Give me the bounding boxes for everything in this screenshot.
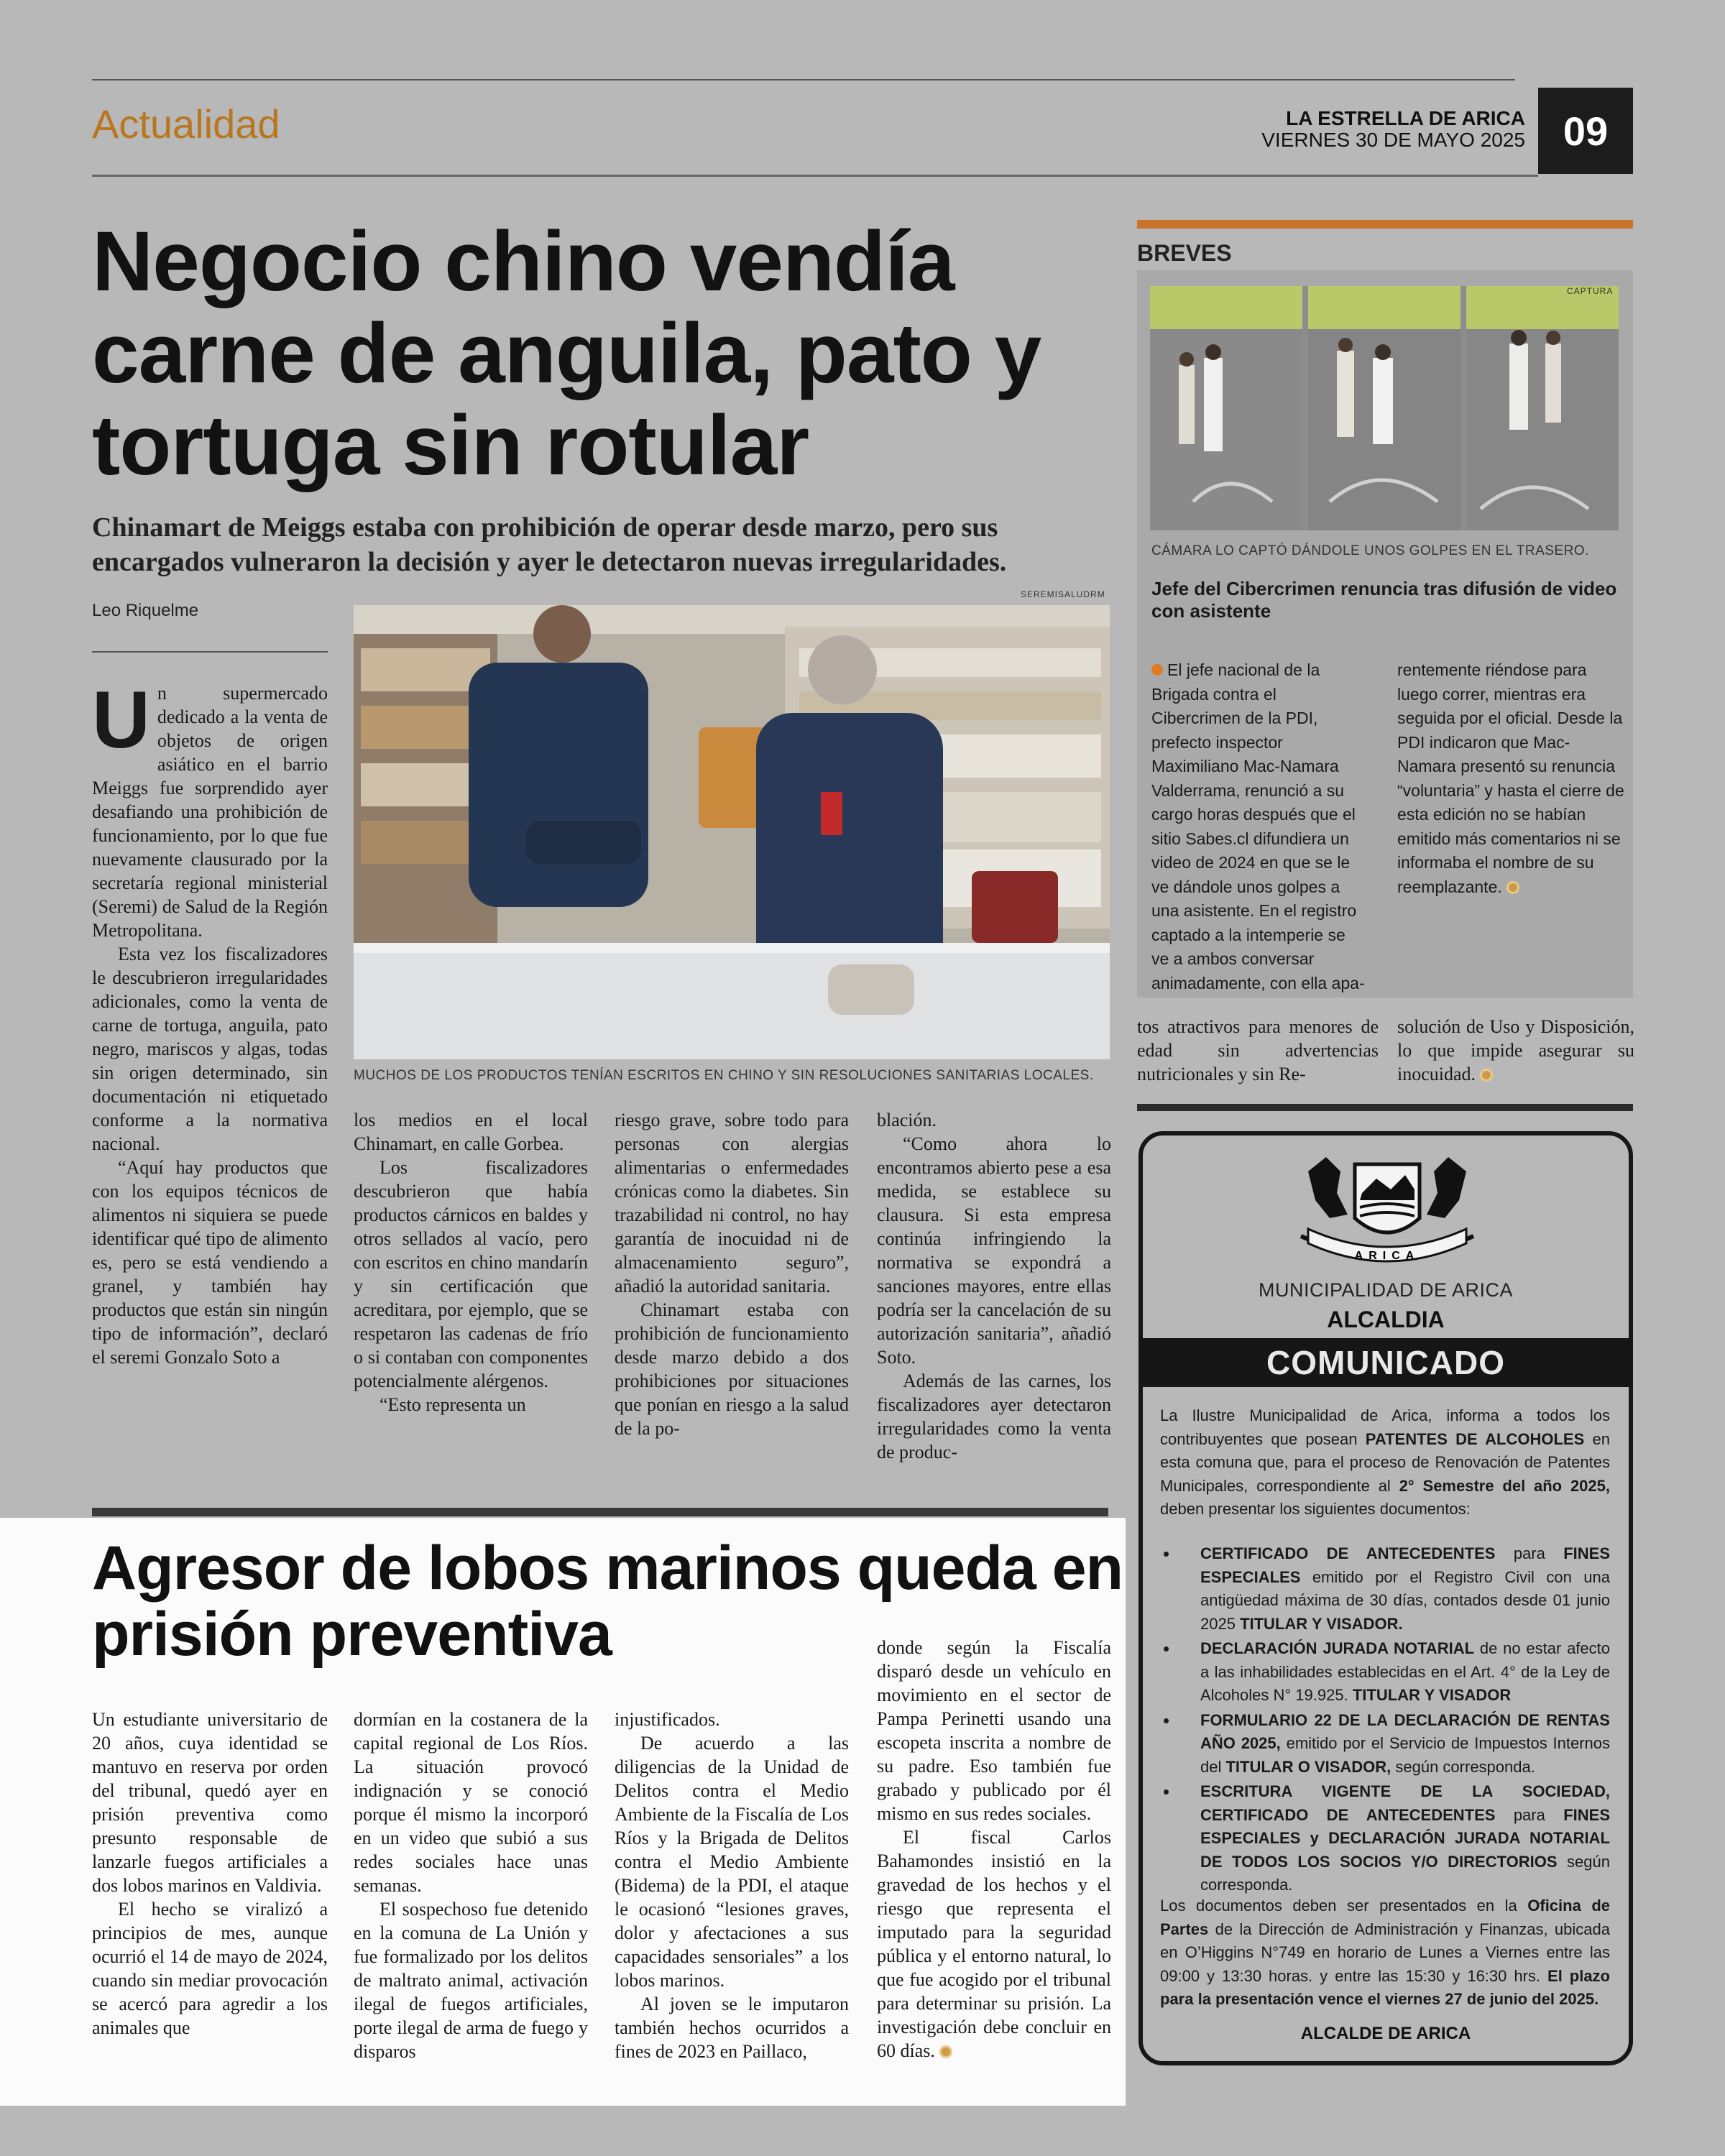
breve-column-1: El jefe nacional de la Brigada contra el Cibercrimen de la PDI, prefecto inspector Maximiliano Mac-Namara Valderrama, renunció a su cargo horas después que el sitio Sabes.cl difundiera un video de 2024 en que se le ve dándole unos golpes a una asistente. En el registro captado a la intemperie se ve a ambos conversar animadamente, con ella apa- <box>1151 660 1365 992</box>
article1-column-2 <box>354 1108 588 1416</box>
article2-headline: Agresor de lobos marinos queda en prisión preventiva <box>92 1534 1123 1669</box>
paragraph: Esta vez los fiscalizadores le descubrieron irregularidades adicionales, como la venta de carne de tortuga, anguila, pato negro, mariscos y algas, todas sin origen determinado, sin documentación ni etiquetado conforme a la normativa nacional. <box>92 944 328 1154</box>
article1-column-4 <box>877 1108 1111 1464</box>
breves-label: BREVES <box>1137 240 1232 266</box>
article2-rule <box>92 1508 1108 1516</box>
cctv-frames-illustration <box>1150 286 1619 530</box>
page-number: 09 <box>1538 88 1633 174</box>
paragraph: blación. <box>877 1110 937 1130</box>
crest-icon <box>1287 1150 1488 1279</box>
article1-column-3 <box>615 1108 849 1440</box>
office-name: ALCALDIA <box>1327 1307 1445 1332</box>
end-mark-icon <box>1506 881 1519 894</box>
paragraph: dormían en la costanera de la capital regional de Los Ríos. La situación provocó indignación y se conoció porque él mismo la incorporó en un video que subió a sus redes sociales hace unas semanas. <box>354 1709 588 1896</box>
paragraph: “Esto representa un <box>380 1394 526 1415</box>
paragraph: “Aquí hay productos que con los equipos técnicos de alimentos ni siquiera se puede identificar qué tipo de alimento es, pero se está vendiendo a granel, y también hay productos que están sin ningún tipo de información”, declaró el seremi Gonzalo Soto a <box>92 1157 328 1368</box>
paragraph: De acuerdo a las diligencias de la Unidad de Delitos contra el Medio Ambiente de la Fiscalía de Los Ríos y la Brigada de Delitos contra el Medio Ambiente (Bidema) de la PDI, el ataque le ocasionó “lesiones graves, dolor y afectaciones a sus capacidades sensoriales” a los lobos marinos. <box>615 1733 849 1991</box>
paragraph: riesgo grave, sobre todo para personas con alergias alimentarias o enfermedades crónicas como la diabetes. Sin trazabilidad ni control, no hay garantía de inocuidad ni de almacenamiento seguro”, añadió la autoridad sanitaria. <box>615 1110 849 1296</box>
header-rule <box>92 175 1538 177</box>
article1-continuation-2: solución de Uso y Disposición, lo que impide asegurar su inocuidad. <box>1397 1016 1634 1084</box>
byline-rule <box>92 651 328 653</box>
drop-cap: U <box>92 675 150 765</box>
list-item: • ESCRITURA VIGENTE DE LA SOCIEDAD, CERTIFICADO DE ANTECEDENTES para FINES ESPECIALES y DECLARACIÓN JURADA NOTARIAL DE TODOS LOS SOCIOS Y/O DIRECTORIOS según corresponda. <box>1160 1780 1610 1897</box>
lead-paragraph: Un supermercado dedicado a la venta de objetos de origen asiático en el barrio Meiggs fue sorprendido ayer desafiando una prohibición de funcionamiento, por lo que fue nuevamente clausurado por la secretaría regional ministerial (Seremi) de Salud de la Región Metropolitana. <box>92 675 328 941</box>
paragraph: El fiscal Carlos Bahamondes insistió en la gravedad de los hechos y el riesgo que representa el imputado para la seguridad pública y el entorno natural, lo que fue acogido por el tribunal para determinar su prisión. La investigación debe concluir en 60 días. <box>877 1827 1111 2061</box>
headline: Negocio chino vendía carne de anguila, pato y tortuga sin rotular <box>92 214 1041 493</box>
bullet-dot-icon <box>1151 664 1163 676</box>
paragraph: Un estudiante universitario de 20 años, cuya identidad se mantuvo en reserva por orden del tribunal, quedó ayer en prisión preventiva como presunto responsable de lanzarle fuegos artificiales a dos lobos marinos en Valdivia. <box>92 1709 328 1896</box>
crest-text: ARICA <box>1354 1250 1420 1262</box>
subhead: Chinamart de Meiggs estaba con prohibición de operar desde marzo, pero sus encargados vulneraron la decisión y ayer le detectaron nuevas irregularidades. <box>92 512 1007 577</box>
paragraph: injustificados. <box>615 1709 720 1730</box>
requirements-list <box>1160 1542 1610 1899</box>
end-mark-icon <box>939 2045 952 2058</box>
signature: ALCALDE DE ARICA <box>1300 2024 1471 2043</box>
comunicado-outro: Los documentos deben ser presentados en la Oficina de Partes de la Dirección de Administración y Finanzas, ubicada en O’Higgins N°749 en horario de Lunes a Viernes entre las 09:00 y 13:30 horas. y entre las 15:30 y 16:30 hrs. El plazo para la presentación vence el viernes 27 de junio del 2025. <box>1160 1897 1610 2008</box>
byline: Leo Riquelme <box>92 601 199 620</box>
article2-column-2 <box>354 1708 588 2063</box>
paragraph: Además de las carnes, los fiscalizadores ayer detectaron irregularidades como la venta de produc- <box>877 1370 1111 1462</box>
photo-credit: CAPTURA <box>1567 286 1614 296</box>
inspection-photo-illustration <box>354 605 1110 1059</box>
paragraph: Al joven se le imputaron también hechos ocurridos a fines de 2023 en Paillaco, <box>615 1994 849 2062</box>
article1-column-1 <box>92 675 328 1369</box>
comunicado-title: COMUNICADO <box>1143 1338 1629 1387</box>
list-item: • DECLARACIÓN JURADA NOTARIAL de no estar afecto a las inhabilidades establecidas en el Art. 4° de la Ley de Alcoholes N° 19.925. TITULAR Y VISADOR <box>1160 1637 1610 1708</box>
paragraph: “Como ahora lo encontramos abierto pese a esa medida, se establece su clausura. Si esta empresa continúa infringiendo la normativa se expondrá a sanciones mayores, entre ellas podría ser la cancelación de su autorización sanitaria”, añadió Soto. <box>877 1133 1111 1368</box>
masthead <box>1261 108 1525 151</box>
breve-column-2: rentemente riéndose para luego correr, mientras era seguida por el oficial. Desde la PDI indicaron que Mac-Namara presentó su renuncia “voluntaria” y hasta el cierre de esta edición no se habían emitido más comentarios ni se informaba el nombre de su reemplazante. <box>1397 660 1624 896</box>
photo-caption: CÁMARA LO CAPTÓ DÁNDOLE UNOS GOLPES EN EL TRASERO. <box>1151 543 1589 558</box>
municipality-name: MUNICIPALIDAD DE ARICA <box>1258 1279 1514 1301</box>
list-item: • CERTIFICADO DE ANTECEDENTES para FINES ESPECIALES emitido por el Registro Civil con una antigüedad máxima de 30 días, contados desde 01 junio 2025 TITULAR Y VISADOR. <box>1160 1542 1610 1636</box>
photo-caption: MUCHOS DE LOS PRODUCTOS TENÍAN ESCRITOS EN CHINO Y SIN RESOLUCIONES SANITARIAS LOCALES. <box>354 1068 1094 1083</box>
paragraph: Chinamart estaba con prohibición de funcionamiento desde marzo debido a dos prohibiciones por situaciones que ponían en riesgo a la salud de la po- <box>615 1299 849 1439</box>
breve-headline: Jefe del Cibercrimen renuncia tras difusión de video con asistente <box>1151 578 1617 622</box>
article1-continuation-1: tos atractivos para menores de edad sin advertencias nutricionales y sin Re- <box>1137 1016 1379 1084</box>
photo-credit: SEREMISALUDRM <box>1021 589 1105 599</box>
breves-accent-bar <box>1137 220 1633 229</box>
sidebar-rule <box>1137 1104 1633 1111</box>
end-mark-icon <box>1480 1069 1493 1082</box>
paragraph: El hecho se viralizó a principios de mes, aunque ocurrió el 14 de mayo de 2024, cuando sin mediar provocación se acercó para agredir a los animales que <box>92 1899 328 2038</box>
paragraph: Los fiscalizadores descubrieron que había productos cárnicos en baldes y otros sellados al vacío, pero con escritos en chino mandarín y sin certificación que acreditara, por ejemplo, que se respetaron las cadenas de frío o si contaban con componentes potencialmente alérgenos. <box>354 1157 588 1391</box>
list-item: • FORMULARIO 22 DE LA DECLARACIÓN DE RENTAS AÑO 2025, emitido por el Servicio de Impuestos Internos del TITULAR O VISADOR, según corresponda. <box>1160 1709 1610 1779</box>
main-photo <box>354 605 1110 1059</box>
paragraph: El sospechoso fue detenido en la comuna de La Unión y fue formalizado por los delitos de maltrato animal, activación ilegal de fuegos artificiales, porte ilegal de arma de fuego y disparos <box>354 1899 588 2062</box>
article2-column-4 <box>877 1636 1111 2063</box>
paragraph: donde según la Fiscalía disparó desde un vehículo en movimiento en el sector de Pampa Perinetti usando una escopeta inscrita a nombre de su padre. Eso también fue grabado y publicado por él mismo en sus redes sociales. <box>877 1637 1111 1824</box>
paper-name: LA ESTRELLA DE ARICA <box>1286 107 1525 129</box>
cctv-photo-strip <box>1150 286 1619 530</box>
top-rule <box>92 79 1515 80</box>
section-label: Actualidad <box>92 101 280 147</box>
municipal-crest <box>1287 1150 1488 1279</box>
issue-date: VIERNES 30 DE MAYO 2025 <box>1261 129 1525 151</box>
comunicado-intro: La Ilustre Municipalidad de Arica, informa a todos los contribuyentes que posean PATENTES DE ALCOHOLES en esta comuna que, para el proceso de Renovación de Patentes Municipales, correspondiente al 2° Semestre del año 2025, deben presentar los siguientes documentos: <box>1160 1406 1611 1518</box>
article2-column-3 <box>615 1708 849 2063</box>
article2-column-1 <box>92 1708 328 2040</box>
paragraph: los medios en el local Chinamart, en calle Gorbea. <box>354 1110 588 1154</box>
